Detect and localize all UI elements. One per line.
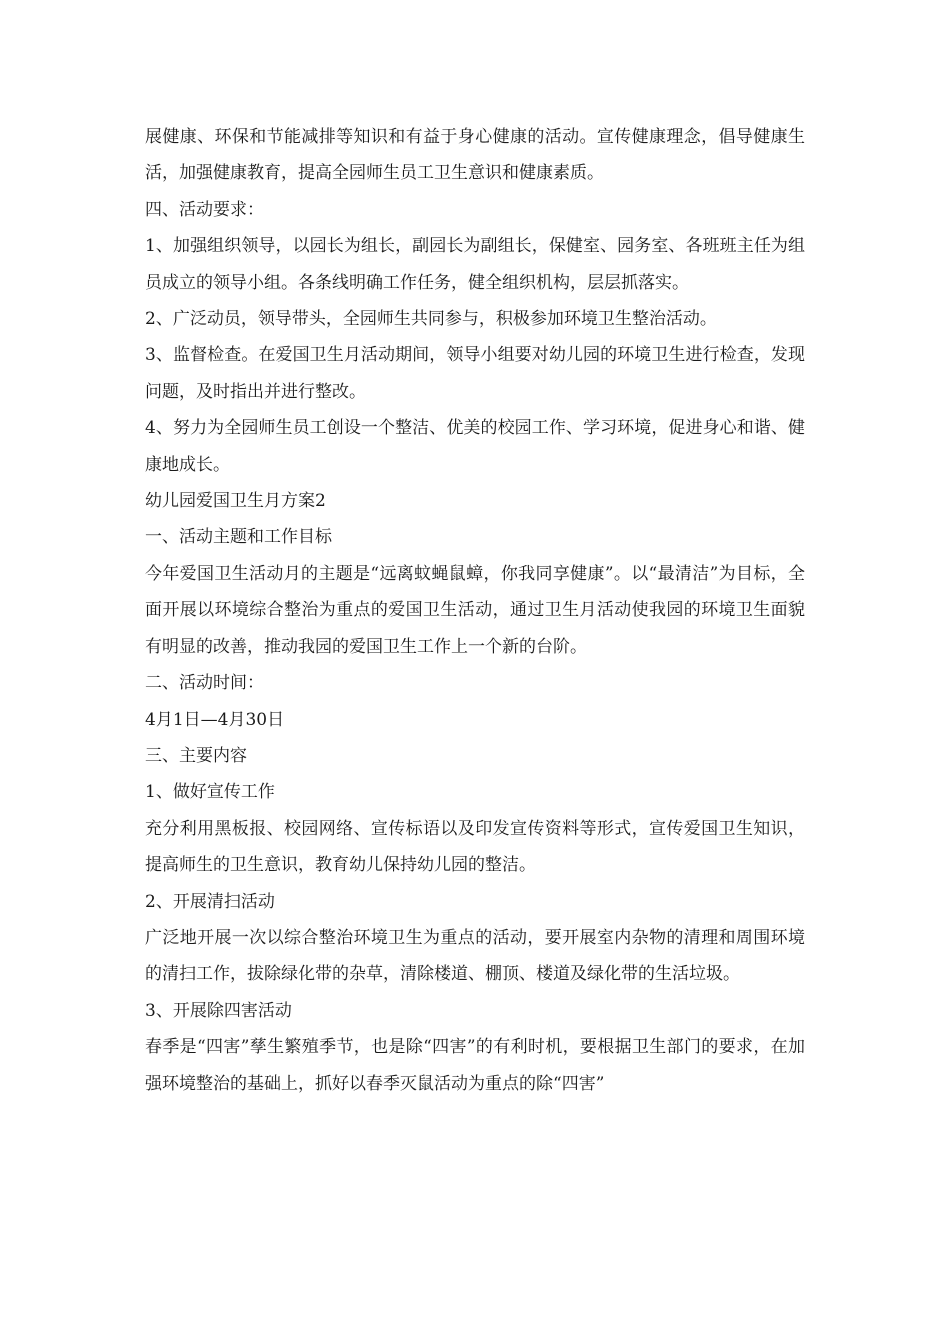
paragraph-health-promotion: 展健康、环保和节能减排等知识和有益于身心健康的活动。宣传健康理念，倡导健康生活，加强健康教育，提高全园师生员工卫生意识和健康素质。 [145, 127, 805, 184]
paragraph-requirement-4: 4、努力为全园师生员工创设一个整洁、优美的校园工作、学习环境，促进身心和谐、健康地成长。 [145, 418, 805, 475]
heading-activity-time: 二、活动时间： [145, 673, 264, 694]
heading-four-pests: 3、开展除四害活动 [145, 1000, 292, 1021]
paragraph-requirement-2: 2、广泛动员，领导带头，全园师生共同参与，积极参加环境卫生整治活动。 [145, 309, 717, 330]
paragraph-requirement-3: 3、监督检查。在爱国卫生月活动期间，领导小组要对幼儿园的环境卫生进行检查，发现问题，及时指出并进行整改。 [145, 345, 805, 402]
heading-main-content: 三、主要内容 [145, 745, 247, 766]
heading-publicity: 1、做好宣传工作 [145, 782, 275, 803]
paragraph-four-pests: 春季是“四害”孳生繁殖季节，也是除“四害”的有利时机，要根据卫生部门的要求，在加强环境整治的基础上，抓好以春季灭鼠活动为重点的除“四害” [145, 1037, 805, 1094]
paragraph-publicity: 充分利用黑板报、校园网络、宣传标语以及印发宣传资料等形式，宣传爱国卫生知识，提高师生的卫生意识，教育幼儿保持幼儿园的整洁。 [145, 818, 805, 876]
heading-activity-requirements: 四、活动要求： [145, 199, 264, 220]
paragraph-cleaning: 广泛地开展一次以综合整治环境卫生为重点的活动，要开展室内杂物的清理和周围环境的清扫工作，拔除绿化带的杂草，清除楼道、棚顶、楼道及绿化带的生活垃圾。 [145, 927, 805, 985]
paragraph-date-range: 4月1日—4月30日 [145, 709, 285, 730]
section-title-plan-2: 幼儿园爱国卫生月方案2 [145, 491, 326, 512]
paragraph-requirement-1: 1、加强组织领导，以园长为组长，副园长为副组长，保健室、园务室、各班班主任为组员成立的领导小组。各条线明确工作任务，健全组织机构，层层抓落实。 [145, 236, 805, 293]
heading-theme-and-goals: 一、活动主题和工作目标 [145, 527, 332, 548]
heading-cleaning: 2、开展清扫活动 [145, 891, 275, 912]
document-body [145, 119, 805, 1102]
paragraph-theme: 今年爱国卫生活动月的主题是“远离蚊蝇鼠蟑，你我同享健康”。以“最清洁”为目标，全面开展以环境综合整治为重点的爱国卫生活动，通过卫生月活动使我园的环境卫生面貌有明显的改善，推动我园的爱国卫生工作上一个新的台阶。 [145, 563, 805, 657]
